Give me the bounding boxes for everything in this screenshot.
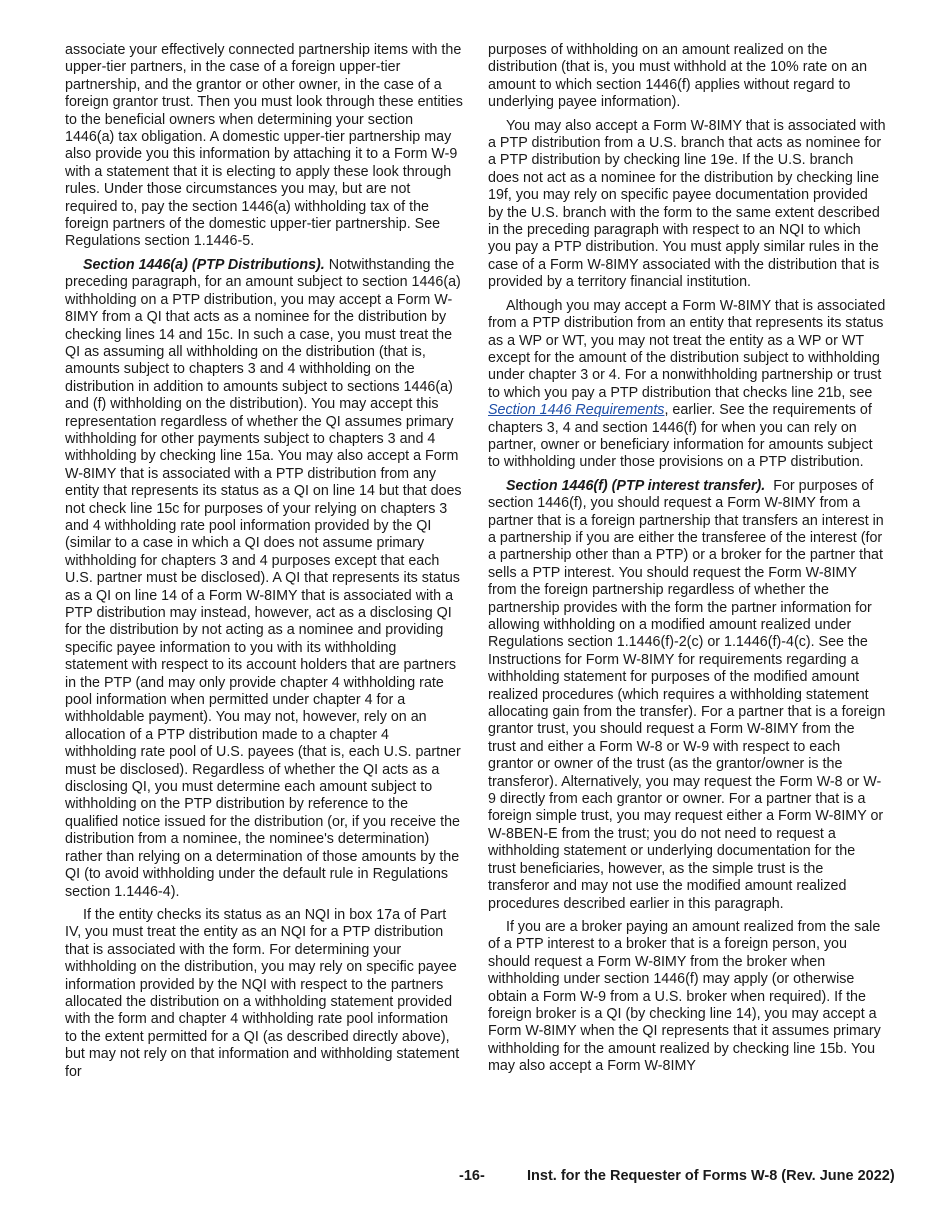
right-paragraph-2: You may also accept a Form W-8IMY that is associated with a PTP distribution from a U.S. branch that acts as nominee for a PTP distribution by checking line 19e. If the U.S. branch does not act as a nominee for the distribution by checking line 19f, you may rely on specific payee documentation provided by the U.S. branch with the form to the same extent described in the preceding paragraph with respect to an NQI to which you pay a PTP distribution. You must apply similar rules in the case of a Form W-8IMY associated with the distribution that is provided by a territory financial institution. — [488, 117, 886, 291]
right-paragraph-5: If you are a broker paying an amount realized from the sale of a PTP interest to a broker that is a foreign person, you should request a Form W-8IMY from the broker when withholding under section 1446(f) may apply (or otherwise obtain a Form W-9 from a U.S. broker when required). If the foreign broker is a QI (by checking line 14), you may accept a Form W-8IMY when the QI represents that it assumes primary withholding for the amount realized by checking line 15b. You may also accept a Form W-8IMY — [488, 918, 881, 1075]
section-1446-requirements-link[interactable]: Section 1446 Requirements — [488, 402, 665, 419]
left-paragraph-1: associate your effectively connected partnership items with the upper-tier partners, in the case of a foreign upper-tier partnership, and the grantor or other owner, in the case of a foreign grantor trust. Then you must look through these entities to the beneficial owners when determining your section 1446(a) tax obligation. A domestic upper-tier partnership may also provide you this information by attaching it to a Form W-9 with a statement that it is electing to apply these look through rules. Under those circumstances you may, but are not required to, pay the section 1446(a) withholding tax of the foreign partners of the domestic upper-tier partnership. See Regulations section 1.1446-5. — [65, 42, 463, 250]
right-paragraph-3-text-a: Although you may accept a Form W-8IMY that is associated from a PTP distribution from an entity that represents its status as a WP or WT, you may not treat the entity as a WP or WT except for the amount of the distribution subject to withholding under chapter 3 or 4. For a nonwithholding partnership or trust to which you pay a PTP distribution that checks line 21b, see — [488, 297, 886, 401]
right-paragraph-4-text: For purposes of section 1446(f), you should request a Form W-8IMY from a partner that is a foreign partnership that transfers an interest in a partnership if you are either the transferee of the interest (for a partnership other than a PTP) or a broker for the partner that sells a PTP interest. You should request the Form W-8IMY from the foreign partnership regardless of whether the partnership provides with the form the partner information for allowing withholding on a modified amount realized under Regulations section 1.1446(f)-2(c) or 1.1446(f)-4(c). See the Instructions for Form W-8IMY for requirements regarding a withholding statement for purposes of the modified amount realized procedures (which requires a withholding statement allocating gain from the transfer). For a partner that is a foreign grantor trust, you should request a Form W-8IMY from the trust and either a Form W-8 or W-9 with respect to each grantor or owner of the trust (as the grantor/owner is the transferor). Alternatively, you may request the Form W-8 or W-9 directly from each grantor or owner. For a partner that is a foreign simple trust, you may request either a Form W-8IMY or W-8BEN-E from the trust; you do not need to request a withholding statement or underlying documentation for the trust beneficiaries, however, as the simple trust is the transferor and may not use the modified amount realized procedures described earlier in this paragraph. — [488, 477, 886, 912]
right-column — [488, 42, 886, 1082]
section-1446f-heading: Section 1446(f) (PTP interest transfer). — [506, 477, 766, 494]
section-1446a-heading: Section 1446(a) (PTP Distributions). — [83, 256, 325, 273]
right-paragraph-1: purposes of withholding on an amount realized on the distribution (that is, you must withhold at the 10% rate on an amount to which section 1446(f) applies without regard to underlying payee information). — [488, 42, 868, 111]
left-paragraph-2 — [65, 257, 463, 901]
right-paragraph-3-text-b: , earlier. See the requirements of chapters 3, 4 and section 1446(f) for when you can rely on partner, owner or beneficiary information for amounts subject to withholding under those provisions on a PTP distribution. — [488, 402, 873, 471]
left-paragraph-2-text: Notwithstanding the preceding paragraph, for an amount subject to section 1446(a) withholding on a PTP distribution, you may accept a Form W-8IMY from a QI that acts as a nominee for the distribution by checking lines 14 and 15c. In such a case, you must treat the QI as assuming all withholding on the distribution (that is, amounts subject to chapters 3 and 4 withholding on the distribution in addition to amounts subject to sections 1446(a) and (f) withholding on the distribution). You may accept this representation regardless of whether the QI assumes primary withholding for other payments subject to chapters 3 and 4 withholding by checking line 15a. You may also accept a Form W-8IMY that is associated with a PTP distribution from any entity that represents its status as a QI on line 14 but that does not check line 15c for purposes of your relying on chapters 3 and 4 withholding rate pool information provided by the QI (similar to a case in which a QI does not assume primary withholding for chapters 3 and 4 purposes except that each U.S. partner must be disclosed). A QI that represents its status as a QI on line 14 of a Form W-8IMY that is associated with a PTP distribution may instead, however, act as a disclosing QI for the distribution by not acting as a nominee and providing specific payee information to you with its withholding statement with respect to its account holders that are partners in the PTP (and may only provide chapter 4 withholding rate pool information when permitted under chapter 4 for a withholdable payment). You may not, however, rely on an allocation of a PTP distribution made to a chapter 4 withholding rate pool of U.S. payees (that is, each U.S. partner must be disclosed). Regardless of whether the QI acts as a disclosing QI, you must determine each amount subject to withholding on the PTP distribution by reference to the qualified notice issued for the distribution (or, if you receive the distribution from a nominee, the nominee's determination) rather than relying on a determination of those amounts by the QI (to avoid withholding under the default rule in Regulations section 1.1446-4). — [65, 256, 462, 900]
left-paragraph-3: If the entity checks its status as an NQI in box 17a of Part IV, you must treat the entity as an NQI for a PTP distribution that is associated with the form. For determining your withholding on the distribution, you may rely on specific payee information provided by the NQI with respect to the partners allocated the distribution on a withholding statement provided with the form and chapter 4 withholding rate pool information to the extent permitted for a QI (as described directly above), but may not rely on that information and withholding statement for — [65, 906, 460, 1080]
left-column — [65, 42, 463, 1087]
right-paragraph-4 — [488, 478, 886, 913]
footer-document-title: Inst. for the Requester of Forms W-8 (Rev. June 2022) — [527, 1168, 895, 1184]
page-number: -16- — [459, 1168, 485, 1184]
right-paragraph-3 — [488, 298, 886, 472]
